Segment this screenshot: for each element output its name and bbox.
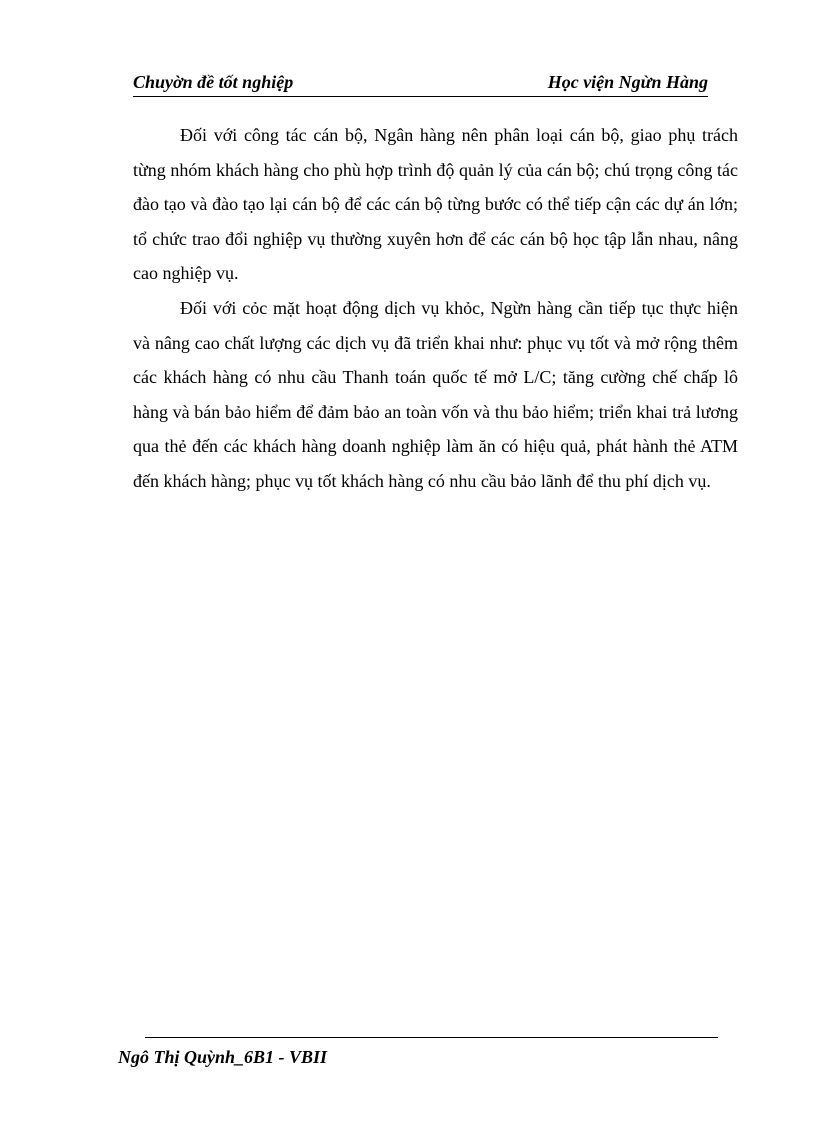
document-body xyxy=(133,118,738,499)
header-institution: Học viện Ngừn Hàng xyxy=(547,72,708,92)
paragraph: Đối với công tác cán bộ, Ngân hàng nên phân loại cán bộ, giao phụ trách từng nhóm khách hàng cho phù hợp trình độ quản lý của cán bộ; chú trọng công tác đào tạo và đào tạo lại cán bộ để các cán bộ từng bước có thể tiếp cận các dự án lớn; tổ chức trao đổi nghiệp vụ thường xuyên hơn để các cán bộ học tập lẫn nhau, nâng cao nghiệp vụ. xyxy=(133,125,738,284)
paragraph: Đối với cỏc mặt hoạt động dịch vụ khỏc, Ngừn hàng cần tiếp tục thực hiện và nâng cao chất lượng các dịch vụ đã triển khai như: phục vụ tốt và mở rộng thêm các khách hàng có nhu cầu Thanh toán quốc tế mở L/C; tăng cường chế chấp lô hàng và bán bảo hiểm để đảm bảo an toàn vốn và thu bảo hiểm; triển khai trả lương qua thẻ đến các khách hàng doanh nghiệp làm ăn có hiệu quả, phát hành thẻ ATM đến khách hàng; phục vụ tốt khách hàng có nhu cầu bảo lãnh để thu phí dịch vụ. xyxy=(133,297,738,491)
header-title: Chuyờn đề tốt nghiệp xyxy=(133,72,294,92)
footer-divider xyxy=(145,1037,718,1038)
page-header xyxy=(133,70,708,97)
footer-author: Ngô Thị Quỳnh_6B1 - VBII xyxy=(118,1047,328,1067)
